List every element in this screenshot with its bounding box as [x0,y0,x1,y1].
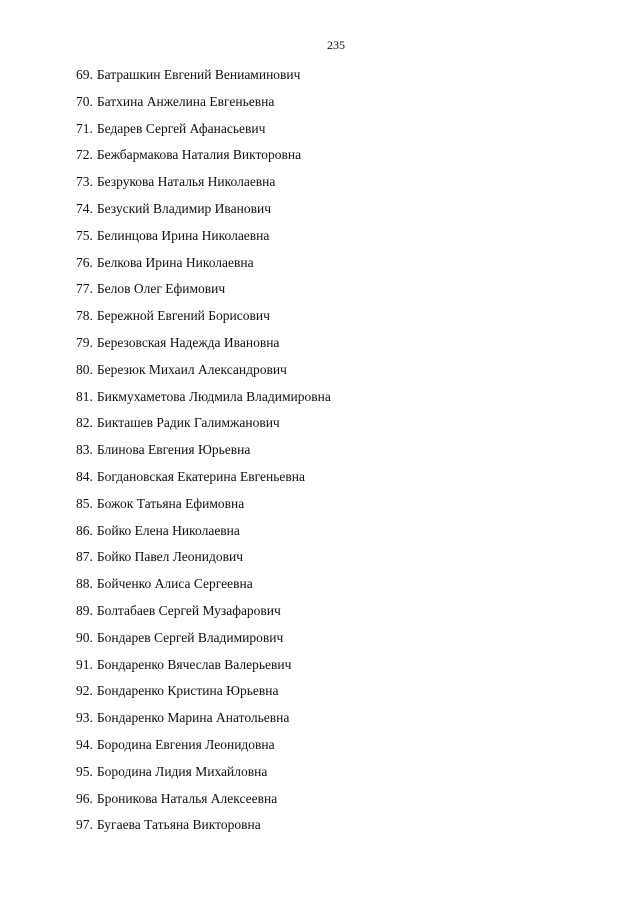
list-item-number: 81. [76,388,93,404]
list-item-number: 74. [76,200,93,216]
list-item-number: 84. [76,468,93,484]
list-item-number: 82. [76,415,93,431]
list-item-number: 76. [76,254,93,270]
list-item-number: 70. [76,93,93,109]
list-item-number: 73. [76,174,93,190]
list-item [76,200,331,227]
list-item [76,173,331,200]
list-item-name: Батхина Анжелина Евгеньевна [96,93,275,109]
list-item [76,522,331,549]
list-item-number: 80. [76,361,93,377]
list-item [76,441,331,468]
list-item-name: Бежбармакова Наталия Викторовна [96,147,302,163]
list-item [76,468,331,495]
list-item-name: Белинцова Ирина Николаевна [96,227,270,243]
list-item-number: 87. [76,549,93,565]
list-item-name: Березовская Надежда Ивановна [96,334,280,350]
list-item [76,334,331,361]
list-item-number: 89. [76,602,93,618]
list-item [76,790,331,817]
list-item-number: 92. [76,683,93,699]
list-item [76,575,331,602]
list-item [76,602,331,629]
list-item [76,388,331,415]
list-item-name: Безуский Владимир Иванович [96,200,271,216]
list-item-name: Бережной Евгений Борисович [96,308,270,324]
list-item-name: Бедарев Сергей Афанасьевич [96,120,266,136]
list-item-name: Бикмухаметова Людмила Владимировна [96,388,331,404]
list-item-number: 94. [76,736,93,752]
list-item [76,548,331,575]
list-item [76,93,331,120]
list-item-name: Белкова Ирина Николаевна [96,254,254,270]
list-item-number: 78. [76,308,93,324]
list-item-name: Бугаева Татьяна Викторовна [96,817,261,833]
list-item-number: 97. [76,817,93,833]
list-item-name: Божок Татьяна Ефимовна [96,495,245,511]
list-item [76,656,331,683]
list-item-number: 72. [76,147,93,163]
list-item-number: 86. [76,522,93,538]
list-item-name: Бондаренко Вячеслав Валерьевич [96,656,292,672]
list-item-name: Бондаренко Кристина Юрьевна [96,683,279,699]
list-item-name: Бикташев Радик Галимжанович [96,415,280,431]
list-item-name: Бойко Елена Николаевна [96,522,240,538]
list-item [76,816,331,843]
list-item-number: 75. [76,227,93,243]
list-item-name: Бондарев Сергей Владимирович [96,629,284,645]
list-item-number: 93. [76,710,93,726]
list-item-number: 88. [76,576,93,592]
list-item [76,682,331,709]
list-item-name: Безрукова Наталья Николаевна [96,174,276,190]
list-item-name: Березюк Михаил Александрович [96,361,287,377]
list-item-name: Блинова Евгения Юрьевна [96,442,251,458]
list-item-name: Белов Олег Ефимович [96,281,226,297]
list-item-name: Болтабаев Сергей Музафарович [96,602,281,618]
list-item-name: Бородина Евгения Леонидовна [96,736,275,752]
list-item-name: Батрашкин Евгений Вениаминович [96,67,301,82]
list-item-number: 91. [76,656,93,672]
list-item-number: 90. [76,629,93,645]
list-item-number: 77. [76,281,93,297]
list-item-name: Бородина Лидия Михайловна [96,763,268,779]
list-item-name: Богдановская Екатерина Евгеньевна [96,468,305,484]
list-item-name: Бойченко Алиса Сергеевна [96,576,253,592]
list-item-number: 95. [76,763,93,779]
list-item-number: 71. [76,120,93,136]
list-item-name: Бойко Павел Леонидович [96,549,244,565]
list-item [76,763,331,790]
list-item [76,629,331,656]
list-item-number: 85. [76,495,93,511]
page-number: 235 [327,38,345,52]
list-item-number: 83. [76,442,93,458]
list-item [76,66,331,93]
list-item-number: 69. [76,67,93,82]
list-item-number: 79. [76,334,93,350]
list-item-name: Броникова Наталья Алексеевна [96,790,278,806]
list-item-name: Бондаренко Марина Анатольевна [96,710,290,726]
list-item [76,736,331,763]
name-list [76,66,331,843]
list-item [76,120,331,147]
list-item [76,254,331,281]
list-item-number: 96. [76,790,93,806]
list-item [76,414,331,441]
list-item [76,146,331,173]
list-item [76,495,331,522]
list-item [76,361,331,388]
list-item [76,307,331,334]
list-item [76,280,331,307]
list-item [76,709,331,736]
list-item [76,227,331,254]
